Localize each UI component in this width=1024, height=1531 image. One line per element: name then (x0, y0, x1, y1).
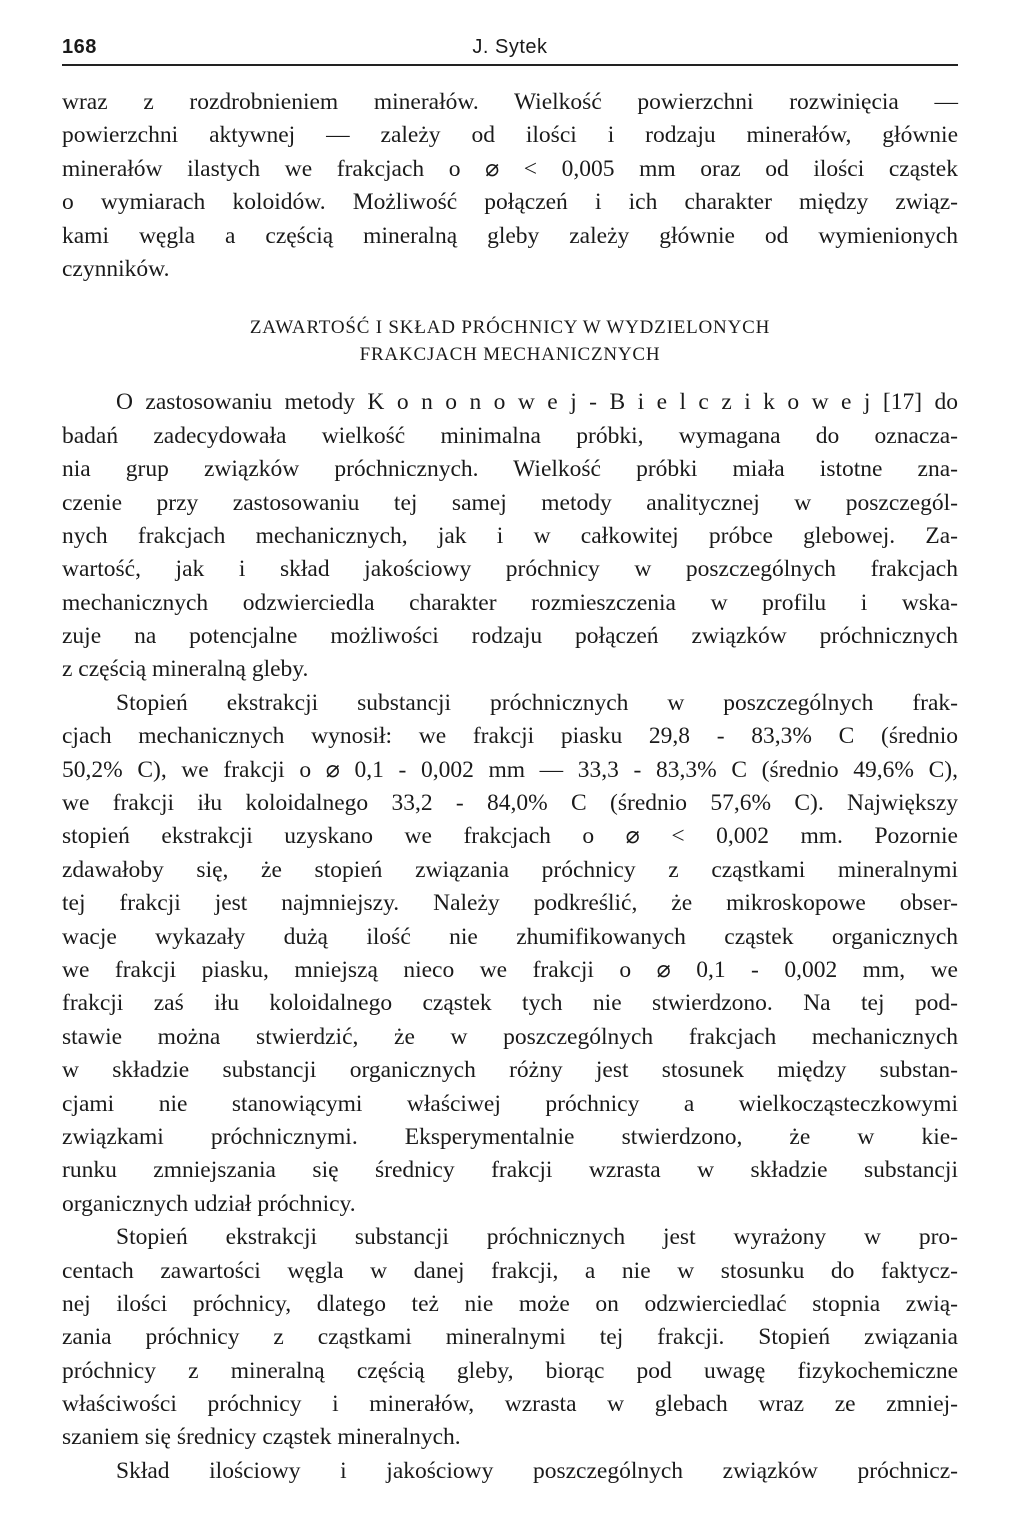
page-number: 168 (62, 36, 97, 58)
text-line: nych frakcjach mechanicznych, jak i w całkowitej próbce glebowej. Za- (62, 522, 958, 549)
text-line: minerałów ilastych we frakcjach o ⌀ < 0,005 mm oraz od ilości cząstek (62, 155, 958, 182)
text-line: cjami nie stanowiącymi właściwej próchnicy a wielkocząsteczkowymi (62, 1090, 958, 1117)
text-line: we frakcji iłu koloidalnego 33,2 - 84,0% C (średnio 57,6% C). Największy (62, 790, 958, 817)
running-head: J. Sytek (472, 36, 548, 58)
text-line: powierzchni aktywnej — zależy od ilości i rodzaju minerałów, głównie (62, 122, 958, 149)
text-line: nia grup związków próchnicznych. Wielkość próbki miała istotne zna- (62, 456, 958, 483)
text-line: zdawałoby się, że stopień związania próchnicy z cząstkami mineralnymi (62, 856, 958, 883)
text-line: wacje wykazały dużą ilość nie zhumifikowanych cząstek organicznych (62, 923, 958, 950)
text-line: cjach mechanicznych wynosił: we frakcji piasku 29,8 - 83,3% C (średnio (62, 723, 958, 750)
text-line: zania próchnicy z cząstkami mineralnymi tej frakcji. Stopień związania (62, 1324, 958, 1351)
text-line: Stopień ekstrakcji substancji próchnicznych w poszczególnych frak- (116, 689, 958, 716)
text-line: czynników. (62, 255, 170, 282)
body-text (62, 86, 958, 1488)
paragraph (62, 687, 958, 1221)
text-line: zuje na potencjalne możliwości rodzaju połączeń związków próchnicznych (62, 623, 958, 650)
text-line: szaniem się średnicy cząstek mineralnych. (62, 1424, 461, 1451)
text-line: Skład ilościowy i jakościowy poszczególnych związków próchnicz- (116, 1457, 958, 1484)
text-line: z częścią mineralną gleby. (62, 656, 309, 683)
section-heading-line: ZAWARTOŚĆ I SKŁAD PRÓCHNICY W WYDZIELONYCH (249, 317, 771, 339)
section-heading (62, 314, 958, 368)
text-line: wartość, jak i skład jakościowy próchnicy w poszczególnych frakcjach (62, 556, 958, 583)
text-line: próchnicy z mineralną częścią gleby, biorąc pod uwagę fizykochemiczne (62, 1357, 958, 1384)
text-line: w składzie substancji organicznych różny jest stosunek między substan- (62, 1057, 958, 1084)
paragraph (62, 1455, 958, 1488)
paragraph (62, 386, 958, 687)
paragraph-continuation (62, 86, 958, 286)
text-line: badań zadecydowała wielkość minimalna próbki, wymagana do oznacza- (62, 422, 958, 449)
text-line: kami węgla a częścią mineralną gleby zależy głównie od wymienionych (62, 222, 958, 249)
text-line: organicznych udział próchnicy. (62, 1190, 356, 1217)
text-line: centach zawartości węgla w danej frakcji, a nie w stosunku do faktycz- (62, 1257, 958, 1284)
header-rule (62, 64, 958, 66)
page-header (62, 28, 958, 64)
text-line: 50,2% C), we frakcji o ⌀ 0,1 - 0,002 mm — 33,3 - 83,3% C (średnio 49,6% C), (62, 756, 958, 783)
text-line: związkami próchnicznymi. Eksperymentalnie stwierdzono, że w kie- (62, 1123, 958, 1150)
text-line: czenie przy zastosowaniu tej samej metody analitycznej w poszczegól- (62, 489, 958, 516)
text-line: wraz z rozdrobnieniem minerałów. Wielkość powierzchni rozwinięcia — (62, 89, 958, 115)
text-line: tej frakcji jest najmniejszy. Należy podkreślić, że mikroskopowe obser- (62, 890, 958, 917)
text-line: stopień ekstrakcji uzyskano we frakcjach o ⌀ < 0,002 mm. Pozornie (62, 823, 958, 850)
text-line: frakcji zaś iłu koloidalnego cząstek tych nie stwierdzono. Na tej pod- (62, 990, 958, 1017)
text-line: o wymiarach koloidów. Możliwość połączeń i ich charakter między związ- (62, 189, 958, 216)
paragraph (62, 1221, 958, 1455)
text-line: nej ilości próchnicy, dlatego też nie może on odzwierciedlać stopnia zwią- (62, 1290, 958, 1317)
section-heading-line: FRAKCJACH MECHANICZNYCH (359, 344, 661, 366)
text-line: we frakcji piasku, mniejszą nieco we frakcji o ⌀ 0,1 - 0,002 mm, we (62, 956, 958, 983)
text-line: O zastosowaniu metody K o n o n o w e j - B i e l c z i k o w e j [17] do (116, 389, 958, 416)
text-line: mechanicznych odzwierciedla charakter rozmieszczenia w profilu i wska- (62, 589, 958, 616)
text-line: stawie można stwierdzić, że w poszczególnych frakcjach mechanicznych (62, 1023, 958, 1050)
text-line: właściwości próchnicy i minerałów, wzrasta w glebach wraz ze zmniej- (62, 1391, 958, 1418)
text-line: Stopień ekstrakcji substancji próchnicznych jest wyrażony w pro- (116, 1224, 958, 1251)
text-line: runku zmniejszania się średnicy frakcji wzrasta w składzie substancji (62, 1157, 958, 1184)
